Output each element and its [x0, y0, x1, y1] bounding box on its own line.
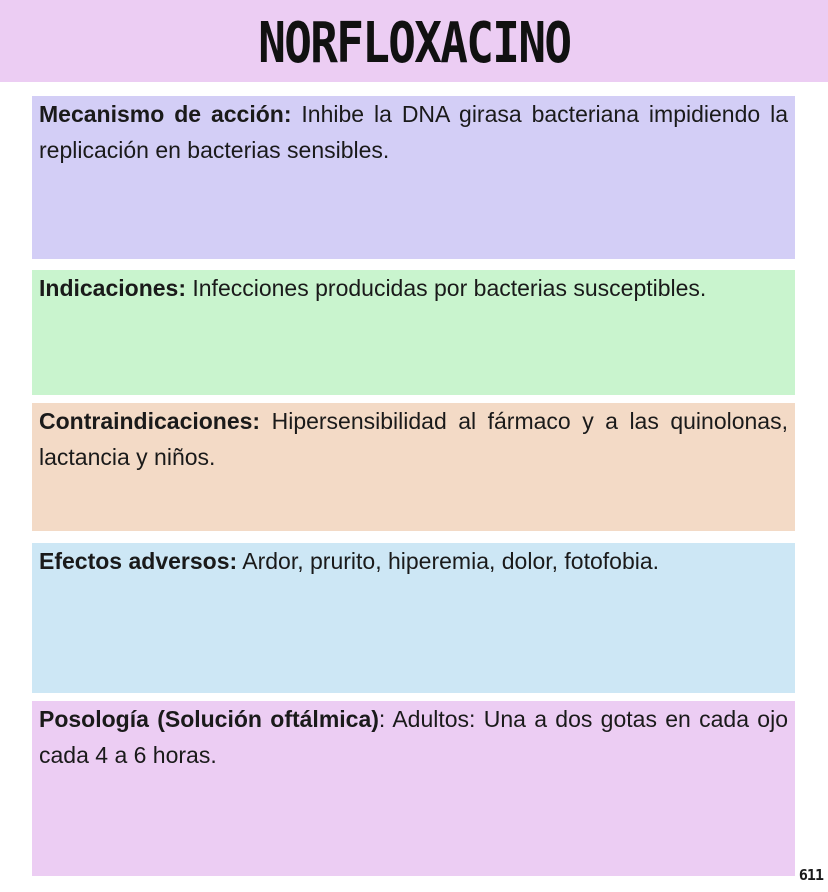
section-contraindications: [32, 403, 795, 531]
section-text: Ardor, prurito, hiperemia, dolor, fotofobia.: [237, 548, 660, 574]
section-label: Indicaciones:: [39, 275, 186, 301]
section-text: : Adultos: Una a dos gotas en cada ojo cada 4 a 6 horas.: [39, 706, 788, 768]
section-text: Hipersensibilidad al fármaco y a las quinolonas, lactancia y niños.: [39, 408, 788, 470]
section-label: Efectos adversos:: [39, 548, 238, 574]
section-adverse-effects: [32, 543, 795, 693]
page-number: 611: [798, 866, 823, 884]
section-dosage: [32, 701, 795, 876]
section-text: Infecciones producidas por bacterias susceptibles.: [185, 275, 707, 301]
page-title: NORFLOXACINO: [257, 10, 571, 76]
section-text: Inhibe la DNA girasa bacteriana impidiendo la replicación en bacterias sensibles.: [39, 101, 788, 163]
title-banner: [0, 0, 828, 82]
section-label: Mecanismo de acción:: [39, 101, 292, 127]
section-label: Posología (Solución oftálmica): [39, 706, 379, 732]
section-label: Contraindicaciones:: [39, 408, 261, 434]
section-indications: [32, 270, 795, 395]
section-mechanism: [32, 96, 795, 259]
